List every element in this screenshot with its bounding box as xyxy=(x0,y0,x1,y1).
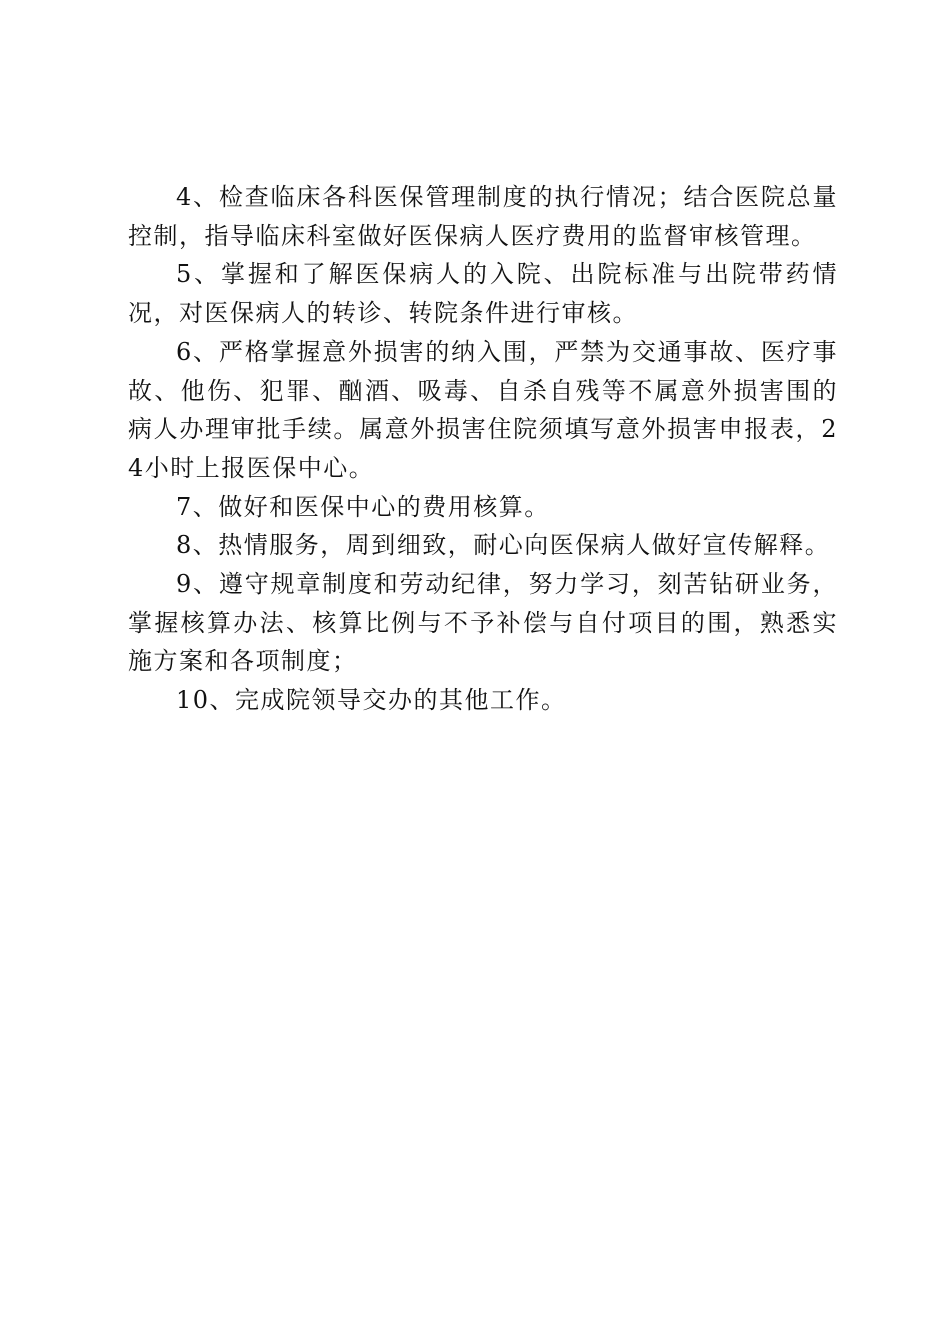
document-body xyxy=(128,178,838,720)
paragraph-item-5: 5、掌握和了解医保病人的入院、出院标准与出院带药情况，对医保病人的转诊、转院条件进行审核。 xyxy=(128,260,838,328)
paragraph-item-10: 10、完成院领导交办的其他工作。 xyxy=(176,686,567,715)
paragraph-item-9: 9、遵守规章制度和劳动纪律，努力学习，刻苦钻研业务，掌握核算办法、核算比例与不予补偿与自付项目的围，熟悉实施方案和各项制度； xyxy=(128,570,838,676)
paragraph-item-4: 4、检查临床各科医保管理制度的执行情况；结合医院总量控制，指导临床科室做好医保病人医疗费用的监督审核管理。 xyxy=(128,183,838,250)
paragraph-item-6: 6、严格掌握意外损害的纳入围，严禁为交通事故、医疗事故、他伤、犯罪、酗酒、吸毒、自杀自残等不属意外损害围的病人办理审批手续。属意外损害住院须填写意外损害申报表，24小时上报医保中心。 xyxy=(128,337,838,482)
paragraph-item-7: 7、做好和医保中心的费用核算。 xyxy=(176,492,550,521)
paragraph-item-8: 8、热情服务，周到细致，耐心向医保病人做好宣传解释。 xyxy=(176,531,831,560)
